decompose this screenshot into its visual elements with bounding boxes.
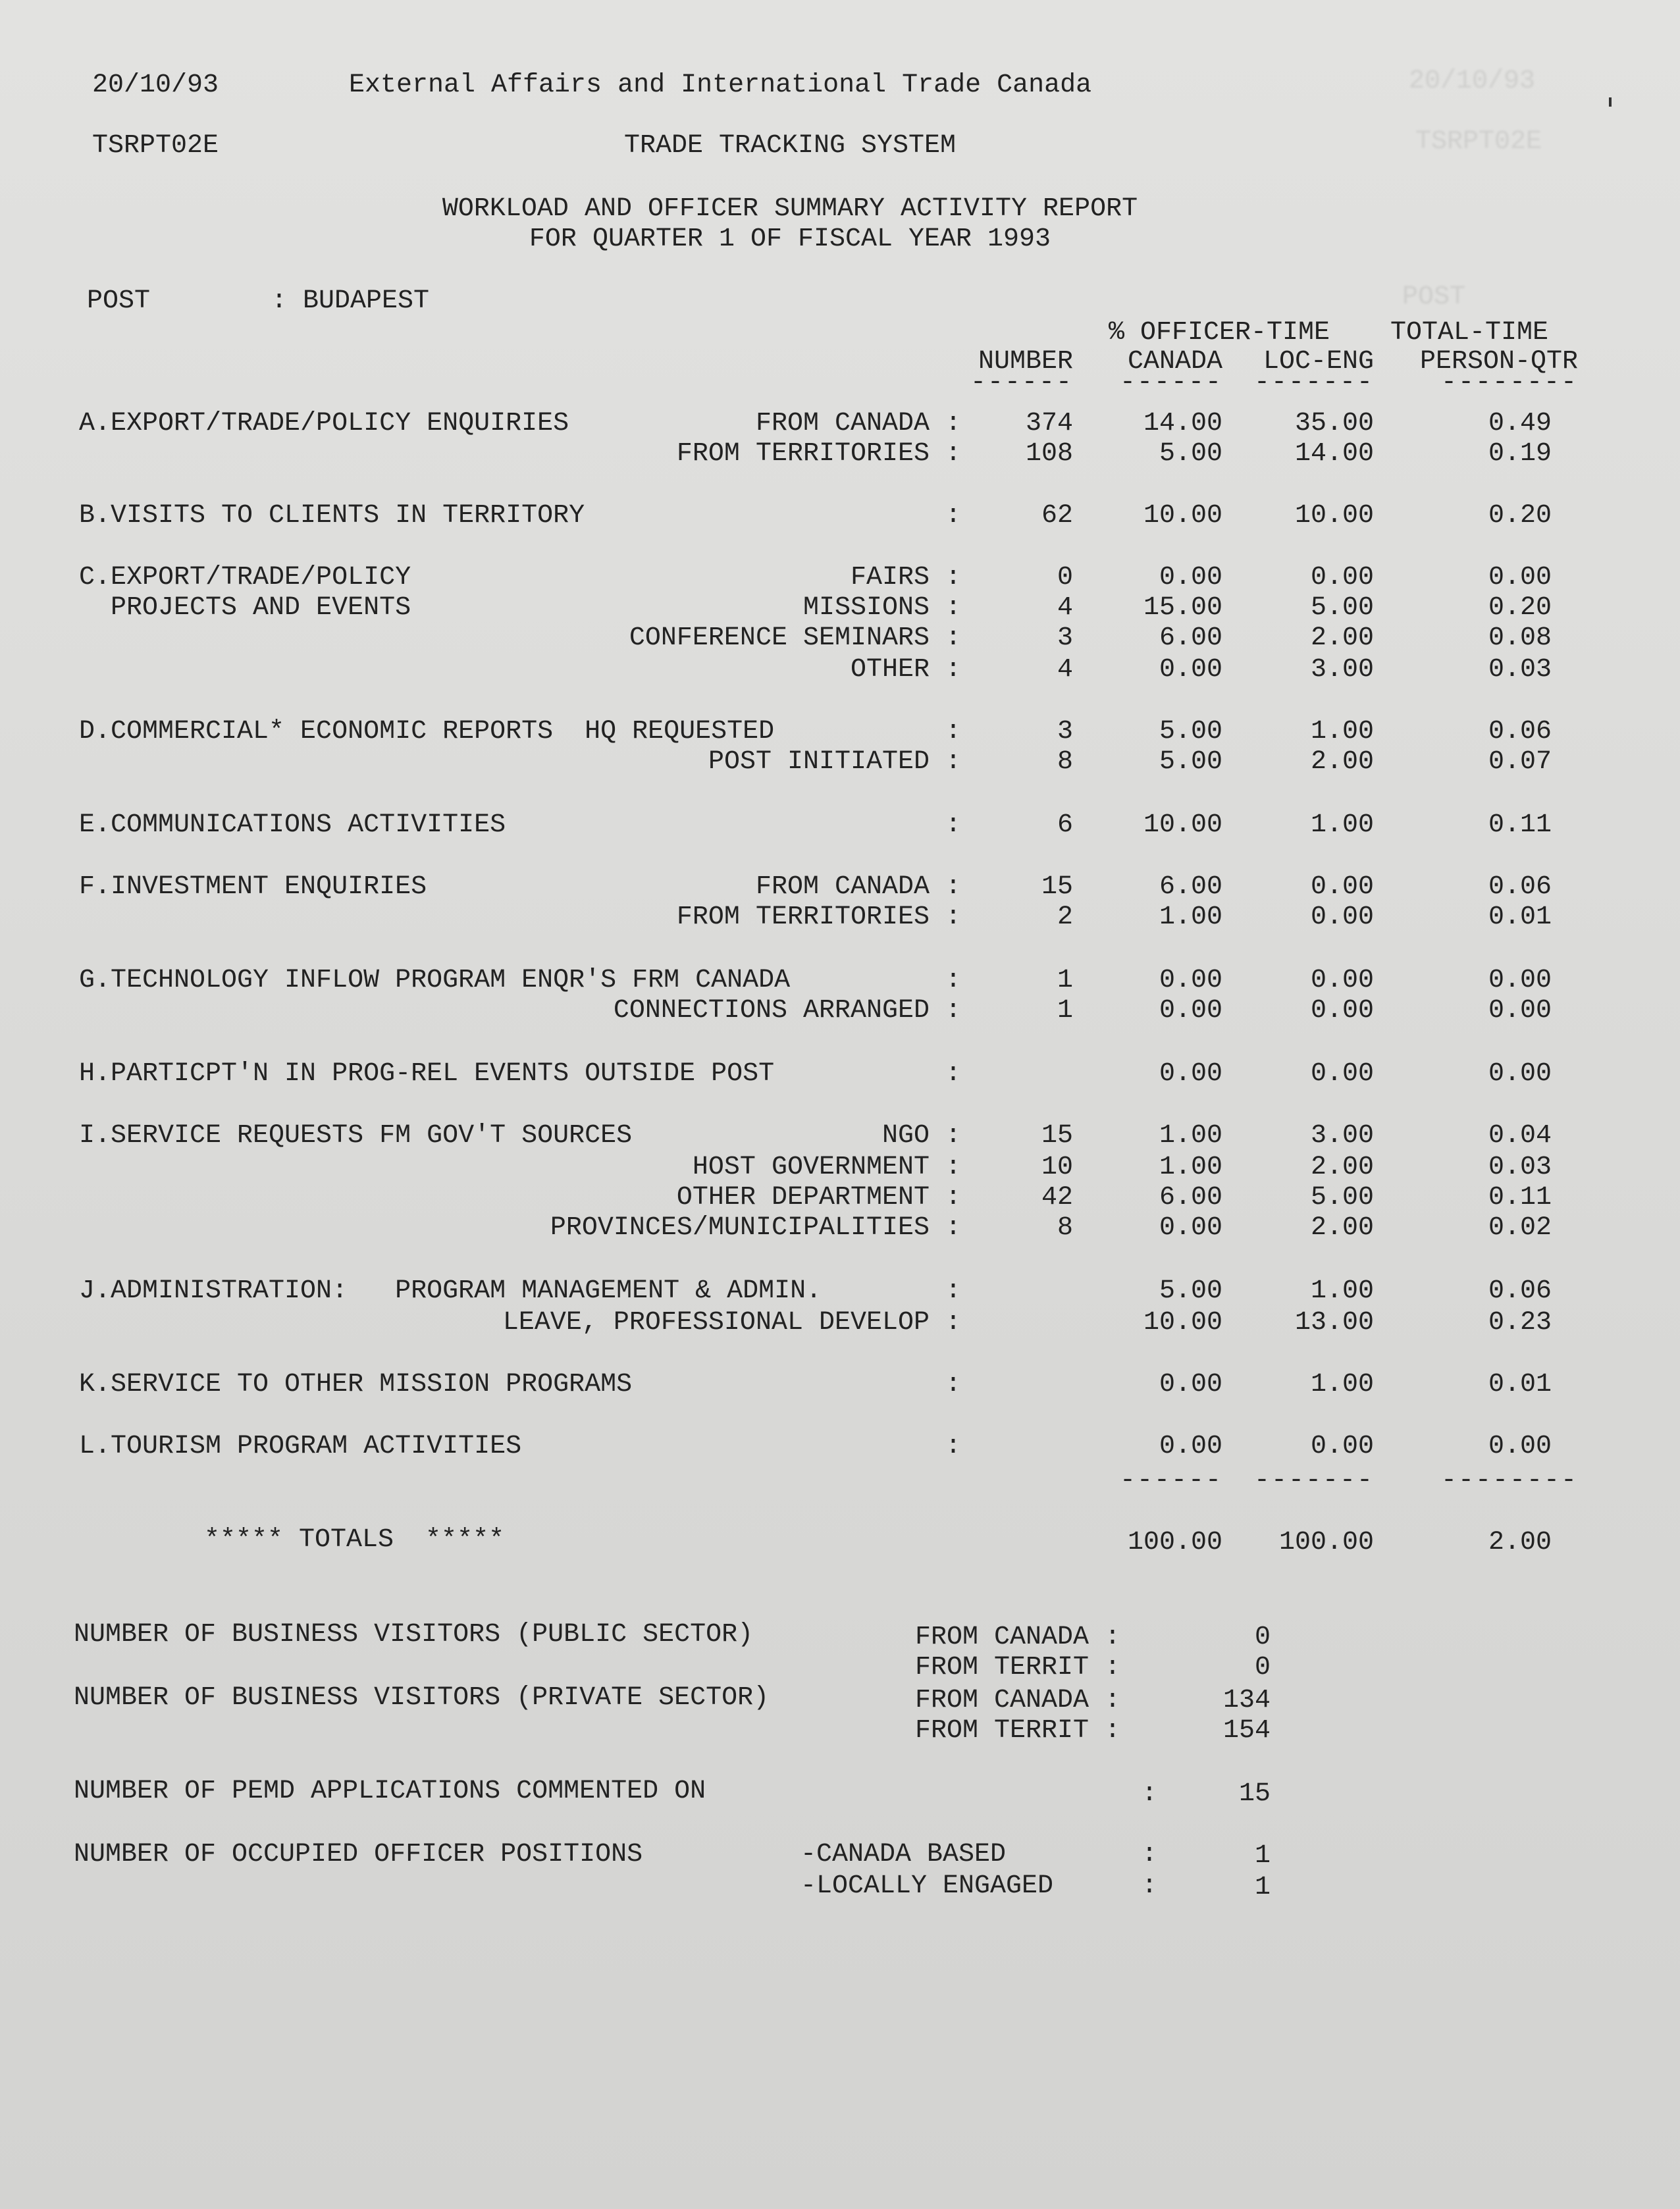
row-subcategory: POST INITIATED :: [708, 747, 961, 777]
public-from-territ-label: FROM TERRIT :: [915, 1653, 1121, 1682]
row-canada-pct: 15.00: [1143, 593, 1222, 623]
row-canada-pct: 14.00: [1143, 409, 1222, 438]
margin-mark: [1609, 97, 1612, 107]
header-rule: --------: [1440, 368, 1578, 398]
loceng-column-header: LOC-ENG: [1263, 347, 1374, 377]
row-number: 62: [1041, 501, 1073, 531]
row-loceng-pct: 1.00: [1310, 1276, 1374, 1306]
occupied-positions-label: NUMBER OF OCCUPIED OFFICER POSITIONS: [74, 1840, 643, 1869]
row-number: 15: [1041, 872, 1073, 902]
row-subcategory: OTHER DEPARTMENT :: [676, 1183, 961, 1212]
row-loceng-pct: 5.00: [1310, 593, 1374, 623]
row-loceng-pct: 0.00: [1310, 966, 1374, 995]
row-loceng-pct: 35.00: [1294, 409, 1374, 438]
row-category: F.INVESTMENT ENQUIRIES: [79, 872, 427, 902]
row-person-qtr: 0.20: [1488, 501, 1552, 531]
row-subcategory: PROVINCES/MUNICIPALITIES :: [550, 1213, 961, 1243]
row-person-qtr: 0.07: [1488, 747, 1552, 777]
row-subcategory: CONNECTIONS ARRANGED :: [613, 996, 961, 1026]
row-canada-pct: 0.00: [1159, 655, 1222, 685]
row-subcategory: :: [945, 1276, 961, 1306]
pemd-colon: :: [1142, 1779, 1158, 1809]
public-from-canada-value: 0: [1254, 1623, 1271, 1652]
canada-based-label: -CANADA BASED: [801, 1840, 1007, 1869]
row-canada-pct: 0.00: [1159, 1370, 1222, 1399]
report-id: TSRPT02E: [92, 131, 219, 161]
row-loceng-pct: 0.00: [1310, 1059, 1374, 1089]
row-number: 1: [1057, 996, 1073, 1026]
row-subcategory: MISSIONS :: [802, 593, 961, 623]
row-canada-pct: 0.00: [1159, 1213, 1222, 1243]
row-category: B.VISITS TO CLIENTS IN TERRITORY: [79, 501, 585, 531]
private-from-territ-value: 154: [1222, 1716, 1271, 1746]
totals-personqtr: 2.00: [1488, 1528, 1552, 1557]
row-subcategory: FROM CANADA :: [755, 409, 961, 438]
row-loceng-pct: 1.00: [1310, 1370, 1374, 1399]
row-category: H.PARTICPT'N IN PROG-REL EVENTS OUTSIDE POST: [79, 1059, 775, 1089]
row-loceng-pct: 2.00: [1310, 1213, 1374, 1243]
row-subcategory: FAIRS :: [850, 563, 961, 592]
row-subcategory: FROM TERRITORIES :: [676, 439, 961, 469]
row-canada-pct: 0.00: [1159, 1432, 1222, 1461]
totals-rule: ------: [1119, 1466, 1222, 1495]
row-person-qtr: 0.06: [1488, 872, 1552, 902]
row-canada-pct: 5.00: [1159, 717, 1222, 746]
row-number: 374: [1025, 409, 1073, 438]
row-canada-pct: 0.00: [1159, 563, 1222, 592]
row-person-qtr: 0.00: [1488, 1432, 1552, 1461]
row-person-qtr: 0.49: [1488, 409, 1552, 438]
row-loceng-pct: 1.00: [1310, 717, 1374, 746]
post-label: POST: [87, 286, 151, 316]
report-title: WORKLOAD AND OFFICER SUMMARY ACTIVITY REPORT: [442, 194, 1138, 224]
row-person-qtr: 0.06: [1488, 1276, 1552, 1306]
row-loceng-pct: 3.00: [1310, 655, 1374, 685]
row-loceng-pct: 13.00: [1294, 1308, 1374, 1338]
row-subcategory: LEAVE, PROFESSIONAL DEVELOP :: [502, 1308, 961, 1338]
row-subcategory: :: [945, 501, 961, 531]
row-number: 42: [1041, 1183, 1073, 1212]
row-loceng-pct: 2.00: [1310, 1153, 1374, 1182]
totals-rule: --------: [1440, 1466, 1578, 1495]
row-subcategory: :: [945, 717, 961, 746]
private-from-territ-label: FROM TERRIT :: [915, 1716, 1121, 1746]
row-subcategory: FROM TERRITORIES :: [676, 902, 961, 932]
row-person-qtr: 0.01: [1488, 1370, 1552, 1399]
row-person-qtr: 0.03: [1488, 655, 1552, 685]
totals-canada: 100.00: [1127, 1528, 1222, 1557]
row-category: L.TOURISM PROGRAM ACTIVITIES: [79, 1432, 522, 1461]
row-number: 3: [1057, 623, 1073, 653]
system-name: TRADE TRACKING SYSTEM: [623, 131, 957, 161]
row-canada-pct: 1.00: [1159, 1121, 1222, 1151]
row-canada-pct: 0.00: [1159, 966, 1222, 995]
locally-engaged-value: 1: [1254, 1873, 1271, 1902]
row-canada-pct: 1.00: [1159, 902, 1222, 932]
row-category: C.EXPORT/TRADE/POLICY: [79, 563, 411, 592]
row-number: 1: [1057, 966, 1073, 995]
report-subtitle: FOR QUARTER 1 OF FISCAL YEAR 1993: [529, 224, 1051, 254]
row-person-qtr: 0.00: [1488, 1059, 1552, 1089]
row-person-qtr: 0.11: [1488, 1183, 1552, 1212]
row-loceng-pct: 0.00: [1310, 996, 1374, 1026]
row-loceng-pct: 0.00: [1310, 1432, 1374, 1461]
row-number: 6: [1057, 810, 1073, 840]
row-loceng-pct: 10.00: [1294, 501, 1374, 531]
totals-label: ***** TOTALS *****: [204, 1525, 505, 1555]
canada-based-value: 1: [1254, 1841, 1271, 1871]
canada-based-colon: :: [1142, 1840, 1158, 1869]
row-category: A.EXPORT/TRADE/POLICY ENQUIRIES: [79, 409, 569, 438]
private-from-canada-label: FROM CANADA :: [915, 1686, 1121, 1715]
row-person-qtr: 0.06: [1488, 717, 1552, 746]
row-canada-pct: 6.00: [1159, 872, 1222, 902]
row-subcategory: :: [945, 966, 961, 995]
row-person-qtr: 0.02: [1488, 1213, 1552, 1243]
totals-rule: -------: [1253, 1466, 1374, 1495]
pemd-value: 15: [1238, 1779, 1271, 1809]
row-loceng-pct: 2.00: [1310, 747, 1374, 777]
row-person-qtr: 0.03: [1488, 1153, 1552, 1182]
total-time-header: TOTAL-TIME: [1390, 318, 1549, 348]
row-subcategory: :: [945, 810, 961, 840]
row-category: PROJECTS AND EVENTS: [79, 593, 411, 623]
public-from-territ-value: 0: [1254, 1653, 1271, 1682]
row-subcategory: NGO :: [881, 1121, 961, 1151]
row-category: D.COMMERCIAL* ECONOMIC REPORTS HQ REQUESTED: [79, 717, 775, 746]
row-category: G.TECHNOLOGY INFLOW PROGRAM ENQR'S FRM CANADA: [79, 966, 791, 995]
row-number: 0: [1057, 563, 1073, 592]
row-canada-pct: 5.00: [1159, 1276, 1222, 1306]
row-canada-pct: 0.00: [1159, 1059, 1222, 1089]
row-number: 4: [1057, 655, 1073, 685]
row-canada-pct: 1.00: [1159, 1153, 1222, 1182]
row-category: I.SERVICE REQUESTS FM GOV'T SOURCES: [79, 1121, 633, 1151]
header-rule: -------: [1253, 368, 1374, 398]
row-loceng-pct: 3.00: [1310, 1121, 1374, 1151]
row-subcategory: HOST GOVERNMENT :: [692, 1153, 961, 1182]
organization-name: External Affairs and International Trade Canada: [349, 70, 1092, 100]
row-number: 3: [1057, 717, 1073, 746]
business-visitors-public-label: NUMBER OF BUSINESS VISITORS (PUBLIC SECTOR): [74, 1620, 754, 1650]
locally-engaged-colon: :: [1142, 1871, 1158, 1901]
totals-loceng: 100.00: [1278, 1528, 1374, 1557]
row-subcategory: CONFERENCE SEMINARS :: [629, 623, 961, 653]
row-canada-pct: 5.00: [1159, 747, 1222, 777]
row-person-qtr: 0.20: [1488, 593, 1552, 623]
row-number: 8: [1057, 1213, 1073, 1243]
row-person-qtr: 0.04: [1488, 1121, 1552, 1151]
row-loceng-pct: 5.00: [1310, 1183, 1374, 1212]
row-person-qtr: 0.19: [1488, 439, 1552, 469]
row-canada-pct: 6.00: [1159, 623, 1222, 653]
bleed-through-mark: TSRPT02E: [1415, 127, 1542, 157]
row-subcategory: :: [945, 1370, 961, 1399]
officer-time-header: % OFFICER-TIME: [1109, 318, 1330, 348]
row-loceng-pct: 0.00: [1310, 563, 1374, 592]
row-subcategory: OTHER :: [850, 655, 961, 685]
header-rule: ------: [1119, 368, 1222, 398]
post-value: : BUDAPEST: [271, 286, 430, 316]
private-from-canada-value: 134: [1222, 1686, 1271, 1715]
row-person-qtr: 0.11: [1488, 810, 1552, 840]
business-visitors-private-label: NUMBER OF BUSINESS VISITORS (PRIVATE SECTOR): [74, 1683, 770, 1713]
canada-column-header: CANADA: [1127, 347, 1222, 377]
row-number: 15: [1041, 1121, 1073, 1151]
row-canada-pct: 10.00: [1143, 501, 1222, 531]
public-from-canada-label: FROM CANADA :: [915, 1623, 1121, 1652]
header-rule: ------: [970, 368, 1073, 398]
row-canada-pct: 10.00: [1143, 810, 1222, 840]
row-category: E.COMMUNICATIONS ACTIVITIES: [79, 810, 506, 840]
row-person-qtr: 0.00: [1488, 966, 1552, 995]
bleed-through-mark: 20/10/93: [1409, 66, 1536, 96]
row-loceng-pct: 14.00: [1294, 439, 1374, 469]
row-canada-pct: 0.00: [1159, 996, 1222, 1026]
row-number: 8: [1057, 747, 1073, 777]
row-category: J.ADMINISTRATION: PROGRAM MANAGEMENT & ADMIN.: [79, 1276, 822, 1306]
row-person-qtr: 0.00: [1488, 563, 1552, 592]
personqtr-column-header: PERSON-QTR: [1419, 347, 1578, 377]
bleed-through-mark: POST: [1402, 282, 1466, 312]
row-loceng-pct: 2.00: [1310, 623, 1374, 653]
row-canada-pct: 10.00: [1143, 1308, 1222, 1338]
row-person-qtr: 0.23: [1488, 1308, 1552, 1338]
row-number: 108: [1025, 439, 1073, 469]
pemd-label: NUMBER OF PEMD APPLICATIONS COMMENTED ON: [74, 1777, 706, 1806]
row-loceng-pct: 0.00: [1310, 872, 1374, 902]
row-number: 2: [1057, 902, 1073, 932]
row-canada-pct: 5.00: [1159, 439, 1222, 469]
row-number: 4: [1057, 593, 1073, 623]
row-loceng-pct: 1.00: [1310, 810, 1374, 840]
row-subcategory: :: [945, 1432, 961, 1461]
row-person-qtr: 0.01: [1488, 902, 1552, 932]
row-number: 10: [1041, 1153, 1073, 1182]
row-loceng-pct: 0.00: [1310, 902, 1374, 932]
row-person-qtr: 0.00: [1488, 996, 1552, 1026]
locally-engaged-label: -LOCALLY ENGAGED: [801, 1871, 1054, 1901]
row-subcategory: :: [945, 1059, 961, 1089]
row-person-qtr: 0.08: [1488, 623, 1552, 653]
report-date: 20/10/93: [92, 70, 219, 100]
row-subcategory: FROM CANADA :: [755, 872, 961, 902]
row-category: K.SERVICE TO OTHER MISSION PROGRAMS: [79, 1370, 633, 1399]
number-column-header: NUMBER: [978, 347, 1073, 377]
row-canada-pct: 6.00: [1159, 1183, 1222, 1212]
